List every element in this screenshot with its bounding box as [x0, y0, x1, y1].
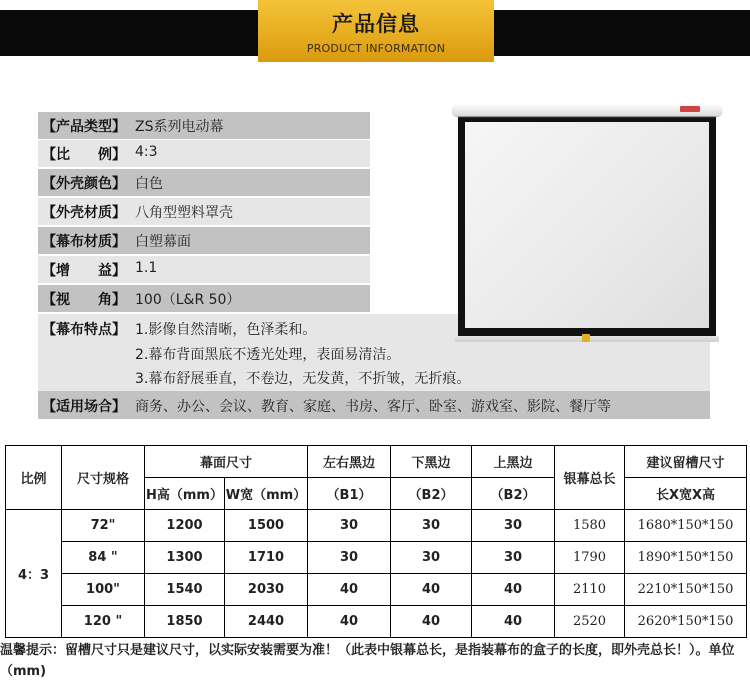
spec-key: 【产品类型】	[42, 119, 126, 135]
pull-handle-icon	[582, 334, 590, 342]
width-cell: 1500	[225, 510, 308, 542]
height-cell: 1200	[145, 510, 225, 542]
height-cell: 1300	[145, 542, 225, 574]
lr-cell: 30	[308, 542, 391, 574]
spec-row	[38, 169, 370, 196]
spec-key: 【外壳颜色】	[42, 176, 126, 192]
top-cell: 40	[472, 574, 555, 606]
bottom-cell: 40	[391, 574, 472, 606]
header-subtitle: PRODUCT INFORMATION	[306, 42, 446, 55]
screen-surface	[465, 122, 709, 328]
spec-key: 【视 角】	[42, 292, 126, 308]
size-cell: 120 "	[62, 606, 145, 638]
feature-line: 1.影像自然清晰，色泽柔和。	[135, 322, 317, 338]
spec-row	[38, 198, 370, 225]
slot-cell: 1890*150*150	[625, 542, 747, 574]
bottom-cell: 40	[391, 606, 472, 638]
table-row	[6, 574, 747, 606]
lr-cell: 30	[308, 510, 391, 542]
spec-row	[38, 256, 370, 283]
table-row	[6, 542, 747, 574]
header-width: W宽（mm）	[225, 478, 308, 510]
spec-key: 【比 例】	[42, 147, 126, 163]
spec-value: 1.1	[135, 260, 158, 276]
bottom-cell: 30	[391, 510, 472, 542]
table-row	[6, 606, 747, 638]
feature-line: 3.幕布舒展垂直，不卷边，无发黄，不折皱，无折痕。	[135, 371, 471, 387]
total-cell: 2520	[555, 606, 625, 638]
features-key: 【幕布特点】	[42, 322, 126, 338]
spec-row	[38, 112, 370, 139]
feature-line: 2.幕布背面黑底不透光处理，表面易清洁。	[135, 347, 401, 363]
spec-key: 【外壳材质】	[42, 205, 126, 221]
spec-value: 八角型塑料罩壳	[135, 205, 233, 221]
bottom-cell: 30	[391, 542, 472, 574]
header-total-length: 银幕总长	[555, 446, 625, 510]
usage-value: 商务、办公、会议、教育、家庭、书房、客厅、卧室、游戏室、影院、餐厅等	[135, 399, 611, 415]
size-table	[5, 445, 747, 638]
size-cell: 72"	[62, 510, 145, 542]
spec-row	[38, 227, 370, 254]
header-lr-code: （B1）	[308, 478, 391, 510]
width-cell: 2030	[225, 574, 308, 606]
table-row	[6, 510, 747, 542]
usage-key: 【适用场合】	[42, 399, 126, 415]
footnote: 温馨提示：留槽尺寸只是建议尺寸，以实际安装需要为准！（此表中银幕总长，是指装幕布的盒子的长度，即外壳总长！）。单位（mm)	[0, 643, 735, 679]
top-cell: 30	[472, 542, 555, 574]
top-cell: 30	[472, 510, 555, 542]
header-top-code: （B2）	[472, 478, 555, 510]
spec-value: ZS系列电动幕	[135, 119, 224, 135]
brand-logo-mark	[680, 106, 700, 112]
header-screen-size: 幕面尺寸	[145, 446, 308, 478]
width-cell: 1710	[225, 542, 308, 574]
header-ratio: 比例	[6, 446, 62, 510]
lr-cell: 40	[308, 574, 391, 606]
header-height: H高（mm）	[145, 478, 225, 510]
header-slot-dims: 长X宽X高	[625, 478, 747, 510]
spec-value: 100（L&R 50）	[135, 292, 241, 308]
spec-key: 【增 益】	[42, 263, 126, 279]
slot-cell: 2620*150*150	[625, 606, 747, 638]
usage-row	[38, 391, 710, 419]
spec-value: 4:3	[135, 144, 158, 160]
total-cell: 1790	[555, 542, 625, 574]
total-cell: 2110	[555, 574, 625, 606]
header-title: 产品信息	[332, 12, 420, 36]
spec-row	[38, 140, 370, 167]
header-bottom-border: 下黑边	[391, 446, 472, 478]
header-top-border: 上黑边	[472, 446, 555, 478]
spec-row	[38, 285, 370, 312]
lr-cell: 40	[308, 606, 391, 638]
header-bottom-code: （B2）	[391, 478, 472, 510]
spec-value: 白塑幕面	[135, 234, 191, 250]
total-cell: 1580	[555, 510, 625, 542]
spec-value: 白色	[135, 176, 163, 192]
size-cell: 100"	[62, 574, 145, 606]
slot-cell: 2210*150*150	[625, 574, 747, 606]
height-cell: 1850	[145, 606, 225, 638]
size-cell: 84 "	[62, 542, 145, 574]
height-cell: 1540	[145, 574, 225, 606]
top-cell: 40	[472, 606, 555, 638]
header-lr-border: 左右黑边	[308, 446, 391, 478]
slot-cell: 1680*150*150	[625, 510, 747, 542]
header-slot-size: 建议留槽尺寸	[625, 446, 747, 478]
width-cell: 2440	[225, 606, 308, 638]
ratio-cell: 4：3	[6, 510, 62, 638]
header-size: 尺寸规格	[62, 446, 145, 510]
spec-key: 【幕布材质】	[42, 234, 126, 250]
